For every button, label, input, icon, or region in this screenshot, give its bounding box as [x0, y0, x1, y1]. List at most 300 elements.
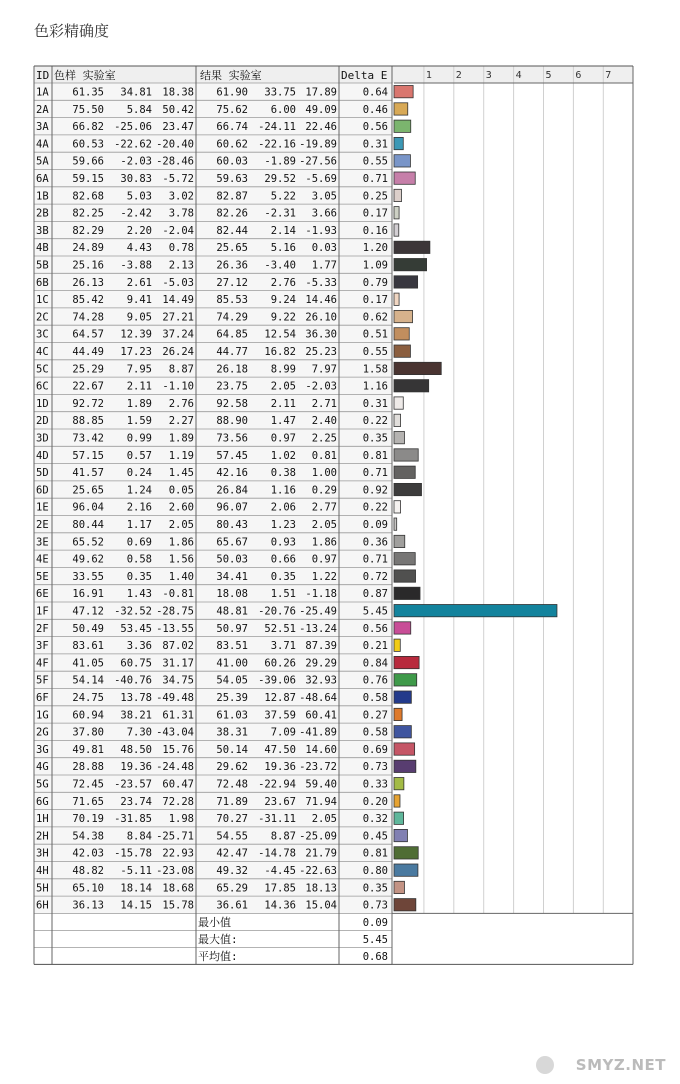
reference-lab-value: 2.13: [168, 259, 194, 272]
reference-lab-value: 0.35: [126, 570, 152, 583]
reference-lab-value: 18.38: [162, 86, 194, 99]
reference-lab-value: -22.62: [114, 138, 152, 151]
reference-lab-value: 5.84: [126, 103, 152, 116]
result-lab-value: 37.59: [264, 709, 296, 722]
column-header-result: 结果 实验室: [200, 69, 262, 82]
reference-lab-value: 59.66: [72, 155, 104, 168]
result-lab-value: 65.67: [216, 536, 248, 549]
delta-e-bar: [394, 172, 415, 184]
result-lab-value: 42.16: [216, 467, 248, 480]
delta-e-bar: [394, 137, 403, 149]
result-lab-value: 47.50: [264, 743, 296, 756]
reference-lab-value: 2.11: [126, 380, 152, 393]
reference-lab-value: 13.78: [120, 692, 152, 704]
reference-lab-value: 27.21: [162, 311, 194, 324]
result-lab-value: 17.85: [264, 882, 296, 895]
result-lab-value: 16.82: [264, 346, 296, 358]
reference-lab-value: 2.20: [126, 224, 152, 237]
result-lab-value: 75.62: [216, 103, 248, 116]
reference-lab-value: 23.47: [162, 121, 194, 134]
delta-e-bar: [394, 155, 410, 167]
delta-e-value: 0.64: [362, 86, 388, 99]
delta-e-bar: [394, 726, 411, 738]
result-lab-value: 0.93: [270, 536, 296, 549]
delta-e-value: 0.56: [362, 121, 388, 134]
delta-e-value: 5.45: [362, 605, 388, 618]
reference-lab-value: 48.50: [120, 743, 152, 756]
delta-e-value: 0.31: [362, 138, 388, 151]
result-lab-value: 2.05: [270, 380, 296, 393]
result-lab-value: 59.40: [305, 778, 337, 791]
reference-lab-value: 2.05: [168, 519, 194, 531]
result-lab-value: 2.40: [311, 415, 337, 428]
result-lab-value: -1.89: [264, 155, 296, 168]
result-lab-value: 82.87: [216, 190, 248, 203]
result-lab-value: 7.97: [311, 363, 337, 376]
reference-lab-value: 53.45: [120, 622, 152, 635]
reference-lab-value: -2.03: [120, 155, 152, 168]
reference-lab-value: 42.03: [72, 847, 104, 860]
delta-e-value: 0.20: [362, 795, 388, 808]
reference-lab-value: 18.68: [162, 882, 194, 895]
reference-lab-value: 80.44: [72, 519, 104, 531]
result-lab-value: 1.47: [270, 415, 296, 428]
delta-e-bar: [394, 103, 408, 115]
result-lab-value: 12.54: [264, 328, 296, 341]
delta-e-bar: [394, 310, 413, 322]
delta-e-value: 0.72: [362, 570, 388, 583]
reference-lab-value: 16.91: [72, 588, 104, 601]
result-lab-value: 1.51: [270, 588, 296, 601]
result-lab-value: 3.05: [311, 190, 337, 203]
delta-e-bar: [394, 829, 407, 841]
row-id: 1E: [36, 501, 49, 514]
result-lab-value: 2.05: [311, 519, 337, 531]
delta-e-value: 0.73: [362, 761, 388, 774]
result-lab-value: -19.89: [299, 138, 337, 151]
delta-e-value: 0.55: [362, 155, 388, 168]
result-lab-value: 36.30: [305, 328, 337, 341]
result-lab-value: 83.51: [216, 640, 248, 653]
result-lab-value: 2.77: [311, 501, 337, 514]
reference-lab-value: 0.57: [126, 449, 152, 462]
summary-value: 0.09: [362, 916, 388, 929]
result-lab-value: 2.76: [270, 276, 296, 289]
result-lab-value: 49.32: [216, 865, 248, 877]
reference-lab-value: 1.56: [168, 553, 194, 566]
delta-e-bar: [394, 518, 397, 530]
result-lab-value: 65.29: [216, 882, 248, 895]
delta-e-bar: [394, 414, 401, 426]
reference-lab-value: 9.05: [126, 311, 152, 324]
result-lab-value: 2.06: [270, 501, 296, 514]
row-id: 6D: [36, 484, 49, 497]
row-id: 5H: [36, 882, 49, 895]
column-header-delta-e: Delta E: [341, 69, 388, 82]
row-id: 6B: [36, 276, 49, 289]
result-lab-value: 29.29: [305, 657, 337, 670]
reference-lab-value: 22.67: [72, 380, 104, 393]
reference-lab-value: 82.29: [72, 224, 104, 237]
delta-e-value: 0.33: [362, 778, 388, 791]
reference-lab-value: 87.02: [162, 640, 194, 653]
reference-lab-value: -25.71: [156, 830, 194, 843]
result-lab-value: 26.18: [216, 363, 248, 376]
x-tick-label: 5: [545, 70, 552, 81]
result-lab-value: 9.22: [270, 311, 296, 324]
delta-e-bar: [394, 224, 399, 236]
reference-lab-value: 61.31: [162, 709, 194, 722]
result-lab-value: 50.14: [216, 743, 248, 756]
reference-lab-value: 1.40: [168, 570, 194, 583]
delta-e-bar: [394, 432, 404, 444]
row-id: 6A: [36, 173, 49, 185]
reference-lab-value: 66.82: [72, 121, 104, 134]
row-id: 4D: [36, 449, 49, 462]
result-lab-value: 2.25: [311, 432, 337, 445]
result-lab-value: 23.75: [216, 380, 248, 393]
reference-lab-value: 3.02: [168, 190, 194, 203]
delta-e-value: 0.79: [362, 276, 388, 289]
result-lab-value: 2.05: [311, 813, 337, 826]
reference-lab-value: 1.45: [168, 467, 194, 480]
result-lab-value: 54.05: [216, 674, 248, 687]
reference-lab-value: 1.19: [168, 449, 194, 462]
result-lab-value: -22.94: [258, 778, 296, 791]
result-lab-value: -2.31: [264, 207, 296, 220]
result-lab-value: 0.38: [270, 467, 296, 480]
reference-lab-value: 3.78: [168, 207, 194, 220]
result-lab-value: 71.89: [216, 795, 248, 808]
reference-lab-value: 48.82: [72, 865, 104, 877]
result-lab-value: -23.72: [299, 761, 337, 774]
row-id: 2B: [36, 207, 49, 220]
result-lab-value: 25.39: [216, 692, 248, 704]
result-lab-value: 33.75: [264, 86, 296, 99]
result-lab-value: 1.77: [311, 259, 337, 272]
delta-e-value: 0.31: [362, 397, 388, 410]
result-lab-value: 64.85: [216, 328, 248, 341]
result-lab-value: -24.11: [258, 121, 296, 134]
result-lab-value: 19.36: [264, 761, 296, 774]
reference-lab-value: -20.40: [156, 138, 194, 151]
result-lab-value: -39.06: [258, 674, 296, 687]
result-lab-value: 85.53: [216, 294, 248, 307]
result-lab-value: 14.60: [305, 743, 337, 756]
result-lab-value: 6.00: [270, 103, 296, 116]
reference-lab-value: 1.89: [126, 397, 152, 410]
result-lab-value: 3.71: [270, 640, 296, 653]
row-id: 5F: [36, 674, 49, 687]
result-lab-value: 50.97: [216, 622, 248, 635]
row-id: 5A: [36, 155, 49, 168]
row-id: 6F: [36, 692, 49, 704]
row-id: 6H: [36, 899, 49, 912]
reference-lab-value: 14.49: [162, 294, 194, 307]
reference-lab-value: 64.57: [72, 328, 104, 341]
delta-e-bar: [394, 622, 411, 634]
row-id: 1H: [36, 813, 49, 826]
result-lab-value: 14.46: [305, 294, 337, 307]
result-lab-value: -22.63: [299, 865, 337, 877]
delta-e-value: 0.76: [362, 674, 388, 687]
reference-lab-value: 25.29: [72, 363, 104, 376]
result-lab-value: 59.63: [216, 173, 248, 185]
reference-lab-value: 38.21: [120, 709, 152, 722]
column-header-reference: 色样 实验室: [54, 69, 116, 82]
reference-lab-value: -28.75: [156, 605, 194, 618]
result-lab-value: 14.36: [264, 899, 296, 912]
watermark: SMYZ.NET: [575, 1056, 666, 1074]
reference-lab-value: -23.08: [156, 865, 194, 877]
reference-lab-value: -15.78: [114, 847, 152, 860]
reference-lab-value: 59.15: [72, 173, 104, 185]
result-lab-value: 87.39: [305, 640, 337, 653]
result-lab-value: 44.77: [216, 346, 248, 358]
reference-lab-value: 34.81: [120, 86, 152, 99]
result-lab-value: 23.67: [264, 795, 296, 808]
reference-lab-value: 50.49: [72, 622, 104, 635]
reference-lab-value: 14.15: [120, 899, 152, 912]
result-lab-value: -25.09: [299, 830, 337, 843]
delta-e-value: 0.16: [362, 224, 388, 237]
reference-lab-value: 1.86: [168, 536, 194, 549]
reference-lab-value: 73.42: [72, 432, 104, 445]
delta-e-value: 0.46: [362, 103, 388, 116]
row-id: 3D: [36, 432, 49, 445]
result-lab-value: -27.56: [299, 155, 337, 168]
reference-lab-value: -5.72: [162, 173, 194, 185]
delta-e-value: 0.71: [362, 173, 388, 185]
reference-lab-value: -32.52: [114, 605, 152, 618]
summary-label: 平均值:: [198, 949, 238, 963]
delta-e-bar: [394, 553, 415, 565]
delta-e-bar: [394, 812, 404, 824]
result-lab-value: 32.93: [305, 674, 337, 687]
result-lab-value: 70.27: [216, 813, 248, 826]
delta-e-value: 0.21: [362, 640, 388, 653]
delta-e-value: 0.58: [362, 726, 388, 739]
result-lab-value: 60.41: [305, 709, 337, 722]
delta-e-value: 1.20: [362, 242, 388, 255]
row-id: 1D: [36, 397, 49, 410]
delta-e-bar: [394, 570, 416, 582]
x-tick-label: 3: [485, 70, 492, 81]
reference-lab-value: -25.06: [114, 121, 152, 134]
row-id: 5G: [36, 778, 49, 791]
reference-lab-value: 15.76: [162, 743, 194, 756]
row-id: 4G: [36, 761, 49, 774]
delta-e-bar: [394, 293, 399, 305]
reference-lab-value: 60.75: [120, 657, 152, 670]
result-lab-value: 1.02: [270, 449, 296, 462]
delta-e-value: 0.62: [362, 311, 388, 324]
reference-lab-value: 60.47: [162, 778, 194, 791]
result-lab-value: 3.66: [311, 207, 337, 220]
row-id: 1F: [36, 605, 49, 618]
row-id: 4H: [36, 865, 49, 877]
reference-lab-value: 1.43: [126, 588, 152, 601]
delta-e-value: 0.17: [362, 294, 388, 307]
row-id: 6E: [36, 588, 49, 601]
reference-lab-value: -3.88: [120, 259, 152, 272]
result-lab-value: -5.33: [305, 276, 337, 289]
reference-lab-value: -2.42: [120, 207, 152, 220]
reference-lab-value: 1.59: [126, 415, 152, 428]
delta-e-bar: [394, 276, 418, 288]
reference-lab-value: -49.48: [156, 692, 194, 704]
row-id: 5E: [36, 570, 49, 583]
row-id: 3A: [36, 121, 49, 134]
delta-e-bar: [394, 881, 404, 893]
result-lab-value: 0.03: [311, 242, 337, 255]
result-lab-value: 1.86: [311, 536, 337, 549]
result-lab-value: -20.76: [258, 605, 296, 618]
summary-label: 最小值: [198, 915, 231, 929]
row-id: 5B: [36, 259, 49, 272]
result-lab-value: 71.94: [305, 795, 337, 808]
delta-e-bar: [394, 743, 415, 755]
reference-lab-value: -13.55: [156, 622, 194, 635]
reference-lab-value: 60.94: [72, 709, 104, 722]
reference-lab-value: 96.04: [72, 501, 104, 514]
reference-lab-value: 7.95: [126, 363, 152, 376]
reference-lab-value: 50.42: [162, 103, 194, 116]
result-lab-value: 61.90: [216, 86, 248, 99]
row-id: 1B: [36, 190, 49, 203]
row-id: 1A: [36, 86, 49, 99]
reference-lab-value: 65.52: [72, 536, 104, 549]
reference-lab-value: 54.38: [72, 830, 104, 843]
delta-e-bar: [394, 760, 416, 772]
delta-e-bar: [394, 189, 401, 201]
result-lab-value: 82.26: [216, 207, 248, 220]
delta-e-bar: [394, 674, 417, 686]
result-lab-value: -31.11: [258, 813, 296, 826]
reference-lab-value: 24.89: [72, 242, 104, 255]
row-id: 3H: [36, 847, 49, 860]
watermark-logo-icon: [536, 1056, 554, 1074]
reference-lab-value: 23.74: [120, 795, 152, 808]
row-id: 3G: [36, 743, 49, 756]
delta-e-bar: [394, 587, 420, 599]
result-lab-value: 0.35: [270, 570, 296, 583]
reference-lab-value: 49.62: [72, 553, 104, 566]
delta-e-value: 0.71: [362, 553, 388, 566]
result-lab-value: 2.14: [270, 224, 296, 237]
result-lab-value: 5.22: [270, 190, 296, 203]
reference-lab-value: 72.28: [162, 795, 194, 808]
result-lab-value: -1.18: [305, 588, 337, 601]
reference-lab-value: 9.41: [126, 294, 152, 307]
reference-lab-value: 26.13: [72, 276, 104, 289]
result-lab-value: 60.62: [216, 138, 248, 151]
x-tick-label: 6: [575, 70, 582, 81]
delta-e-bar: [394, 708, 402, 720]
reference-lab-value: -28.46: [156, 155, 194, 168]
result-lab-value: 21.79: [305, 847, 337, 860]
result-lab-value: 74.29: [216, 311, 248, 324]
row-id: 2A: [36, 103, 49, 116]
row-id: 1G: [36, 709, 49, 722]
reference-lab-value: 41.57: [72, 467, 104, 480]
result-lab-value: 41.00: [216, 657, 248, 670]
result-lab-value: 1.16: [270, 484, 296, 497]
row-id: 6C: [36, 380, 49, 393]
result-lab-value: 26.10: [305, 311, 337, 324]
result-lab-value: -4.45: [264, 865, 296, 877]
reference-lab-value: 8.84: [126, 830, 152, 843]
reference-lab-value: 2.60: [168, 501, 194, 514]
column-header-id: ID: [36, 69, 50, 82]
result-lab-value: -22.16: [258, 138, 296, 151]
result-lab-value: -13.24: [299, 622, 337, 635]
delta-e-bar: [394, 501, 401, 513]
result-lab-value: 1.23: [270, 519, 296, 531]
delta-e-bar: [394, 120, 411, 132]
delta-e-value: 0.17: [362, 207, 388, 220]
result-lab-value: 52.51: [264, 622, 296, 635]
result-lab-value: 82.44: [216, 224, 248, 237]
reference-lab-value: 0.05: [168, 484, 194, 497]
reference-lab-value: 25.16: [72, 259, 104, 272]
delta-e-bar: [394, 847, 418, 859]
reference-lab-value: 54.14: [72, 674, 104, 687]
result-lab-value: 29.52: [264, 173, 296, 185]
row-id: 3F: [36, 640, 49, 653]
delta-e-value: 1.16: [362, 380, 388, 393]
result-lab-value: 22.46: [305, 121, 337, 134]
row-id: 4C: [36, 346, 49, 358]
reference-lab-value: 15.78: [162, 899, 194, 912]
reference-lab-value: 4.43: [126, 242, 152, 255]
reference-lab-value: 37.80: [72, 726, 104, 739]
result-lab-value: 2.71: [311, 397, 337, 410]
reference-lab-value: 72.45: [72, 778, 104, 791]
reference-lab-value: 65.10: [72, 882, 104, 895]
x-tick-label: 7: [605, 70, 612, 81]
reference-lab-value: 83.61: [72, 640, 104, 653]
result-lab-value: 36.61: [216, 899, 248, 912]
reference-lab-value: 31.17: [162, 657, 194, 670]
delta-e-value: 0.92: [362, 484, 388, 497]
reference-lab-value: -5.03: [162, 276, 194, 289]
result-lab-value: 26.36: [216, 259, 248, 272]
delta-e-value: 0.55: [362, 346, 388, 358]
reference-lab-value: 36.13: [72, 899, 104, 912]
delta-e-value: 0.51: [362, 328, 388, 341]
result-lab-value: -14.78: [258, 847, 296, 860]
delta-e-bar: [394, 691, 411, 703]
result-lab-value: 66.74: [216, 121, 248, 134]
x-tick-label: 1: [425, 70, 432, 81]
reference-lab-value: 2.61: [126, 276, 152, 289]
reference-lab-value: 7.30: [126, 726, 152, 739]
result-lab-value: 38.31: [216, 726, 248, 739]
reference-lab-value: 0.69: [126, 536, 152, 549]
delta-e-bar: [394, 778, 404, 790]
result-lab-value: 25.23: [305, 346, 337, 358]
delta-e-bar: [394, 639, 400, 651]
reference-lab-value: 0.58: [126, 553, 152, 566]
result-lab-value: -2.03: [305, 380, 337, 393]
reference-lab-value: 82.68: [72, 190, 104, 203]
result-lab-value: 60.03: [216, 155, 248, 168]
result-lab-value: 50.03: [216, 553, 248, 566]
delta-e-value: 0.36: [362, 536, 388, 549]
reference-lab-value: 24.75: [72, 692, 104, 704]
result-lab-value: 92.58: [216, 397, 248, 410]
